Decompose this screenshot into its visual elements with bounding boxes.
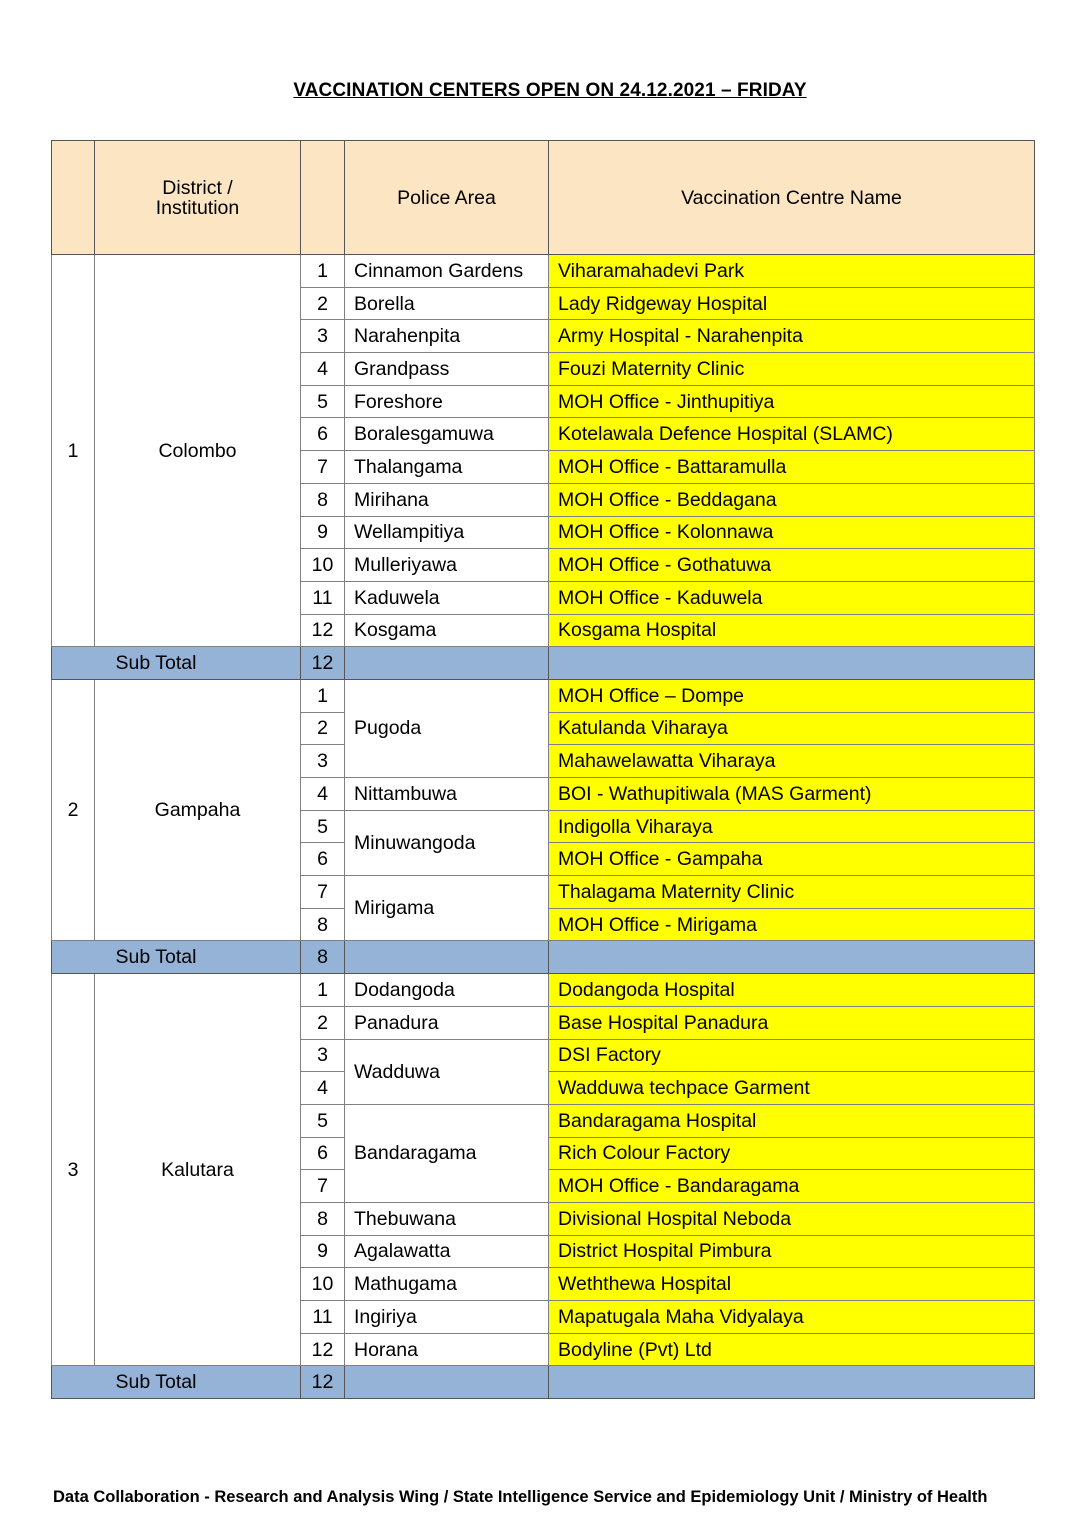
centre-name: MOH Office - Battaramulla — [549, 451, 1035, 484]
row-number: 1 — [301, 974, 345, 1007]
row-number: 11 — [301, 581, 345, 614]
row-number: 12 — [301, 1333, 345, 1366]
row-number: 3 — [301, 1039, 345, 1072]
centre-name: Bodyline (Pvt) Ltd — [549, 1333, 1035, 1366]
subtotal-row — [52, 647, 1035, 680]
centre-name: Rich Colour Factory — [549, 1137, 1035, 1170]
police-area: Pugoda — [345, 679, 549, 777]
police-area: Dodangoda — [345, 974, 549, 1007]
police-area: Kaduwela — [345, 581, 549, 614]
footer-credit: Data Collaboration - Research and Analysis Wing / State Intelligence Service and Epidemiology Unit / Ministry of Health — [53, 1488, 988, 1506]
police-area: Borella — [345, 287, 549, 320]
row-number: 7 — [301, 1170, 345, 1203]
row-number: 2 — [301, 287, 345, 320]
centre-name: Mapatugala Maha Vidyalaya — [549, 1301, 1035, 1334]
subtotal-row — [52, 1366, 1035, 1399]
row-number: 4 — [301, 778, 345, 811]
row-number: 7 — [301, 451, 345, 484]
centre-name: MOH Office - Bandaragama — [549, 1170, 1035, 1203]
centre-name: Lady Ridgeway Hospital — [549, 287, 1035, 320]
subtotal-empty — [549, 1366, 1035, 1399]
row-number: 9 — [301, 1235, 345, 1268]
row-number: 1 — [301, 679, 345, 712]
centre-name: MOH Office - Beddagana — [549, 483, 1035, 516]
page-title: VACCINATION CENTERS OPEN ON 24.12.2021 – FRIDAY — [293, 80, 807, 101]
police-area: Wellampitiya — [345, 516, 549, 549]
subtotal-row — [52, 941, 1035, 974]
centre-name: Divisional Hospital Neboda — [549, 1202, 1035, 1235]
centre-name: MOH Office – Dompe — [549, 679, 1035, 712]
centre-name: MOH Office - Gothatuwa — [549, 549, 1035, 582]
row-number: 5 — [301, 385, 345, 418]
police-area: Boralesgamuwa — [345, 418, 549, 451]
header-centre-name: Vaccination Centre Name — [549, 141, 1035, 255]
centre-name: Base Hospital Panadura — [549, 1006, 1035, 1039]
police-area: Thalangama — [345, 451, 549, 484]
police-area: Foreshore — [345, 385, 549, 418]
row-number: 3 — [301, 320, 345, 353]
district-index: 2 — [52, 679, 95, 941]
police-area: Mathugama — [345, 1268, 549, 1301]
centre-name: MOH Office - Gampaha — [549, 843, 1035, 876]
centre-name: Indigolla Viharaya — [549, 810, 1035, 843]
subtotal-empty — [345, 1366, 549, 1399]
centre-name: Army Hospital - Narahenpita — [549, 320, 1035, 353]
table-header-row — [52, 141, 1035, 255]
subtotal-label: Sub Total — [52, 647, 301, 680]
subtotal-value: 12 — [301, 1366, 345, 1399]
row-number: 8 — [301, 908, 345, 941]
centre-name: Katulanda Viharaya — [549, 712, 1035, 745]
subtotal-label: Sub Total — [52, 941, 301, 974]
subtotal-value: 12 — [301, 647, 345, 680]
row-number: 10 — [301, 1268, 345, 1301]
police-area: Mulleriyawa — [345, 549, 549, 582]
row-number: 8 — [301, 1202, 345, 1235]
row-number: 2 — [301, 712, 345, 745]
police-area: Wadduwa — [345, 1039, 549, 1104]
police-area: Mirigama — [345, 876, 549, 941]
table-row — [52, 974, 1035, 1007]
header-district-label: District / Institution — [155, 176, 240, 219]
row-number: 12 — [301, 614, 345, 647]
police-area: Nittambuwa — [345, 778, 549, 811]
row-number: 4 — [301, 1072, 345, 1105]
centre-name: Bandaragama Hospital — [549, 1104, 1035, 1137]
centre-name: Dodangoda Hospital — [549, 974, 1035, 1007]
centre-name: Kosgama Hospital — [549, 614, 1035, 647]
centre-name: BOI - Wathupitiwala (MAS Garment) — [549, 778, 1035, 811]
row-number: 9 — [301, 516, 345, 549]
header-police-area: Police Area — [345, 141, 549, 255]
row-number: 6 — [301, 1137, 345, 1170]
row-number: 5 — [301, 810, 345, 843]
police-area: Cinnamon Gardens — [345, 255, 549, 288]
row-number: 4 — [301, 353, 345, 386]
police-area: Grandpass — [345, 353, 549, 386]
centre-name: Kotelawala Defence Hospital (SLAMC) — [549, 418, 1035, 451]
centre-name: MOH Office - Kaduwela — [549, 581, 1035, 614]
row-number: 8 — [301, 483, 345, 516]
centre-name: Fouzi Maternity Clinic — [549, 353, 1035, 386]
vaccination-centres-table — [51, 140, 1035, 1399]
header-index — [52, 141, 95, 255]
police-area: Narahenpita — [345, 320, 549, 353]
row-number: 2 — [301, 1006, 345, 1039]
district-name: Kalutara — [95, 974, 301, 1366]
centre-name: District Hospital Pimbura — [549, 1235, 1035, 1268]
centre-name: MOH Office - Jinthupitiya — [549, 385, 1035, 418]
police-area: Panadura — [345, 1006, 549, 1039]
police-area: Minuwangoda — [345, 810, 549, 875]
subtotal-empty — [345, 941, 549, 974]
police-area: Thebuwana — [345, 1202, 549, 1235]
centre-name: DSI Factory — [549, 1039, 1035, 1072]
row-number: 10 — [301, 549, 345, 582]
police-area: Agalawatta — [345, 1235, 549, 1268]
row-number: 5 — [301, 1104, 345, 1137]
subtotal-empty — [549, 647, 1035, 680]
row-number: 6 — [301, 843, 345, 876]
subtotal-empty — [549, 941, 1035, 974]
centre-name: Viharamahadevi Park — [549, 255, 1035, 288]
row-number: 3 — [301, 745, 345, 778]
district-name: Gampaha — [95, 679, 301, 941]
centre-name: Weththewa Hospital — [549, 1268, 1035, 1301]
police-area: Mirihana — [345, 483, 549, 516]
table-row — [52, 255, 1035, 288]
header-district — [95, 141, 301, 255]
centre-name: Mahawelawatta Viharaya — [549, 745, 1035, 778]
district-index: 3 — [52, 974, 95, 1366]
centre-name: Wadduwa techpace Garment — [549, 1072, 1035, 1105]
district-index: 1 — [52, 255, 95, 647]
police-area: Kosgama — [345, 614, 549, 647]
row-number: 1 — [301, 255, 345, 288]
centre-name: Thalagama Maternity Clinic — [549, 876, 1035, 909]
row-number: 6 — [301, 418, 345, 451]
police-area: Horana — [345, 1333, 549, 1366]
centre-name: MOH Office - Mirigama — [549, 908, 1035, 941]
centre-name: MOH Office - Kolonnawa — [549, 516, 1035, 549]
row-number: 11 — [301, 1301, 345, 1334]
subtotal-value: 8 — [301, 941, 345, 974]
district-name: Colombo — [95, 255, 301, 647]
police-area: Bandaragama — [345, 1104, 549, 1202]
police-area: Ingiriya — [345, 1301, 549, 1334]
table-row — [52, 679, 1035, 712]
subtotal-empty — [345, 647, 549, 680]
header-number — [301, 141, 345, 255]
row-number: 7 — [301, 876, 345, 909]
subtotal-label: Sub Total — [52, 1366, 301, 1399]
